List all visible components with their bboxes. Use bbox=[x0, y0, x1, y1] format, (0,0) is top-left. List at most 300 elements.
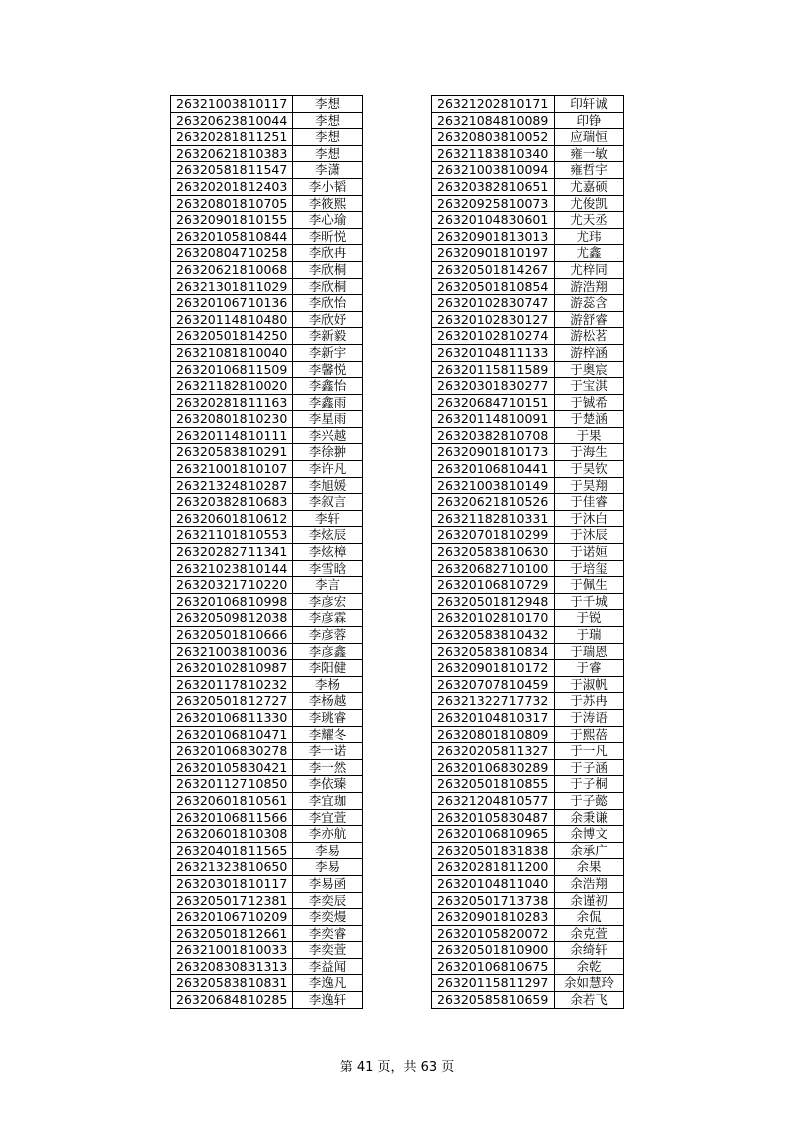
table-row bbox=[432, 975, 624, 992]
student-name-cell: 李想 bbox=[293, 129, 363, 146]
student-name-cell: 于培玺 bbox=[555, 560, 624, 577]
table-row bbox=[171, 145, 363, 162]
table-row bbox=[171, 610, 363, 627]
student-name-cell: 李逸凡 bbox=[293, 975, 363, 992]
student-name-cell: 李叙言 bbox=[293, 494, 363, 511]
table-row bbox=[432, 809, 624, 826]
student-id-cell: 26320301830277 bbox=[432, 378, 555, 395]
student-id-cell: 26320281811251 bbox=[171, 129, 293, 146]
student-name-cell: 李易 bbox=[293, 859, 363, 876]
table-row bbox=[171, 361, 363, 378]
student-id-cell: 26320801810230 bbox=[171, 411, 293, 428]
student-name-cell: 于子桐 bbox=[555, 776, 624, 793]
table-row bbox=[171, 510, 363, 527]
student-id-cell: 26320804710258 bbox=[171, 245, 293, 262]
student-id-cell: 26320102810987 bbox=[171, 660, 293, 677]
student-name-cell: 于铖希 bbox=[555, 394, 624, 411]
table-row bbox=[432, 560, 624, 577]
table-row bbox=[432, 228, 624, 245]
student-name-cell: 余承广 bbox=[555, 842, 624, 859]
student-id-cell: 26321322717732 bbox=[432, 693, 555, 710]
student-id-cell: 26320621810383 bbox=[171, 145, 293, 162]
student-id-cell: 26320321710220 bbox=[171, 577, 293, 594]
table-row bbox=[432, 378, 624, 395]
student-name-cell: 于沐白 bbox=[555, 510, 624, 527]
student-name-cell: 印轩诚 bbox=[555, 96, 624, 113]
student-name-cell: 于沐辰 bbox=[555, 527, 624, 544]
table-row bbox=[171, 527, 363, 544]
student-name-cell: 于千城 bbox=[555, 593, 624, 610]
table-row bbox=[432, 826, 624, 843]
student-id-cell: 26320583810291 bbox=[171, 444, 293, 461]
table-row bbox=[432, 278, 624, 295]
student-name-cell: 于熙蓓 bbox=[555, 726, 624, 743]
student-name-cell: 李雪晗 bbox=[293, 560, 363, 577]
table-row bbox=[432, 527, 624, 544]
student-name-cell: 于子懿 bbox=[555, 792, 624, 809]
student-name-cell: 李一诺 bbox=[293, 743, 363, 760]
student-name-cell: 李一然 bbox=[293, 759, 363, 776]
student-id-cell: 26320501810855 bbox=[432, 776, 555, 793]
student-name-cell: 游浩翔 bbox=[555, 278, 624, 295]
student-id-cell: 26320106810965 bbox=[432, 826, 555, 843]
table-row bbox=[171, 411, 363, 428]
student-name-cell: 李欣妤 bbox=[293, 311, 363, 328]
table-row bbox=[432, 145, 624, 162]
table-row bbox=[171, 892, 363, 909]
student-name-cell: 于涛语 bbox=[555, 709, 624, 726]
table-row bbox=[171, 942, 363, 959]
table-row bbox=[171, 693, 363, 710]
student-id-cell: 26320501712381 bbox=[171, 892, 293, 909]
table-row bbox=[432, 311, 624, 328]
student-id-cell: 26320501814250 bbox=[171, 328, 293, 345]
student-name-cell: 李奕熳 bbox=[293, 909, 363, 926]
student-id-cell: 26320682710100 bbox=[432, 560, 555, 577]
roster-table-right bbox=[431, 95, 624, 1009]
student-id-cell: 26320106710209 bbox=[171, 909, 293, 926]
student-id-cell: 26320583810630 bbox=[432, 544, 555, 561]
student-id-cell: 26320104830601 bbox=[432, 212, 555, 229]
table-row bbox=[171, 660, 363, 677]
student-id-cell: 26320106810998 bbox=[171, 593, 293, 610]
student-name-cell: 于瑞恩 bbox=[555, 643, 624, 660]
student-id-cell: 26320925810073 bbox=[432, 195, 555, 212]
student-name-cell: 李小韬 bbox=[293, 178, 363, 195]
student-name-cell: 余果 bbox=[555, 859, 624, 876]
student-name-cell: 尤嘉硕 bbox=[555, 178, 624, 195]
student-id-cell: 26320106830278 bbox=[171, 743, 293, 760]
student-name-cell: 余如慧玲 bbox=[555, 975, 624, 992]
table-row bbox=[171, 992, 363, 1009]
table-row bbox=[171, 129, 363, 146]
student-name-cell: 李易 bbox=[293, 842, 363, 859]
table-row bbox=[432, 859, 624, 876]
student-id-cell: 26321084810089 bbox=[432, 112, 555, 129]
table-row bbox=[432, 693, 624, 710]
table-row bbox=[432, 958, 624, 975]
table-row bbox=[171, 627, 363, 644]
table-row bbox=[432, 792, 624, 809]
table-row bbox=[171, 544, 363, 561]
student-id-cell: 26320115811297 bbox=[432, 975, 555, 992]
table-row bbox=[432, 129, 624, 146]
table-row bbox=[432, 577, 624, 594]
student-id-cell: 26321001810033 bbox=[171, 942, 293, 959]
student-id-cell: 26320104810317 bbox=[432, 709, 555, 726]
student-name-cell: 李欣冉 bbox=[293, 245, 363, 262]
student-id-cell: 26320901813013 bbox=[432, 228, 555, 245]
roster-table-left bbox=[170, 95, 363, 1009]
table-row bbox=[171, 96, 363, 113]
student-name-cell: 李阳健 bbox=[293, 660, 363, 677]
student-id-cell: 26320102830747 bbox=[432, 295, 555, 312]
student-id-cell: 26320901810173 bbox=[432, 444, 555, 461]
student-id-cell: 26320282711341 bbox=[171, 544, 293, 561]
student-name-cell: 游梓涵 bbox=[555, 344, 624, 361]
student-name-cell: 于楚涵 bbox=[555, 411, 624, 428]
student-name-cell: 于睿 bbox=[555, 660, 624, 677]
table-row bbox=[432, 96, 624, 113]
table-row bbox=[432, 925, 624, 942]
student-id-cell: 26320509812038 bbox=[171, 610, 293, 627]
student-name-cell: 余绮轩 bbox=[555, 942, 624, 959]
student-id-cell: 26320114810111 bbox=[171, 427, 293, 444]
student-name-cell: 李奕萱 bbox=[293, 942, 363, 959]
table-row bbox=[171, 394, 363, 411]
student-id-cell: 26320105810844 bbox=[171, 228, 293, 245]
student-id-cell: 26320601810612 bbox=[171, 510, 293, 527]
student-name-cell: 余若飞 bbox=[555, 992, 624, 1009]
student-id-cell: 26320501814267 bbox=[432, 261, 555, 278]
table-row bbox=[432, 892, 624, 909]
student-id-cell: 26321204810577 bbox=[432, 792, 555, 809]
table-row bbox=[432, 660, 624, 677]
student-name-cell: 李鑫怡 bbox=[293, 378, 363, 395]
table-row bbox=[432, 477, 624, 494]
table-row bbox=[432, 212, 624, 229]
student-name-cell: 李炫樟 bbox=[293, 544, 363, 561]
student-name-cell: 李欣桐 bbox=[293, 278, 363, 295]
student-name-cell: 于瑞 bbox=[555, 627, 624, 644]
student-name-cell: 李兴越 bbox=[293, 427, 363, 444]
student-id-cell: 26320281811200 bbox=[432, 859, 555, 876]
roster-body-left bbox=[171, 96, 363, 1009]
student-name-cell: 于昊钦 bbox=[555, 461, 624, 478]
table-row bbox=[432, 544, 624, 561]
student-name-cell: 李欣怡 bbox=[293, 295, 363, 312]
student-id-cell: 26320105830487 bbox=[432, 809, 555, 826]
table-row bbox=[171, 809, 363, 826]
student-id-cell: 26321183810340 bbox=[432, 145, 555, 162]
student-name-cell: 李新毅 bbox=[293, 328, 363, 345]
student-id-cell: 26320501812727 bbox=[171, 693, 293, 710]
table-row bbox=[432, 427, 624, 444]
student-id-cell: 26320115811589 bbox=[432, 361, 555, 378]
student-id-cell: 26320501812948 bbox=[432, 593, 555, 610]
student-name-cell: 李想 bbox=[293, 112, 363, 129]
student-name-cell: 余秉谦 bbox=[555, 809, 624, 826]
student-name-cell: 李珧睿 bbox=[293, 709, 363, 726]
table-row bbox=[432, 411, 624, 428]
table-row bbox=[171, 826, 363, 843]
table-row bbox=[432, 643, 624, 660]
table-row bbox=[432, 344, 624, 361]
student-name-cell: 李依臻 bbox=[293, 776, 363, 793]
student-name-cell: 李奕辰 bbox=[293, 892, 363, 909]
student-name-cell: 于昊翔 bbox=[555, 477, 624, 494]
student-id-cell: 26320205811327 bbox=[432, 743, 555, 760]
table-row bbox=[171, 295, 363, 312]
student-id-cell: 26320501810900 bbox=[432, 942, 555, 959]
student-name-cell: 李星雨 bbox=[293, 411, 363, 428]
student-name-cell: 于苏冉 bbox=[555, 693, 624, 710]
student-name-cell: 于奥宸 bbox=[555, 361, 624, 378]
table-row bbox=[171, 261, 363, 278]
student-name-cell: 于诺姮 bbox=[555, 544, 624, 561]
student-name-cell: 余浩翔 bbox=[555, 875, 624, 892]
student-name-cell: 李亦航 bbox=[293, 826, 363, 843]
student-id-cell: 26320901810197 bbox=[432, 245, 555, 262]
table-row bbox=[171, 178, 363, 195]
student-id-cell: 26320112710850 bbox=[171, 776, 293, 793]
student-id-cell: 26320301810117 bbox=[171, 875, 293, 892]
table-row bbox=[171, 228, 363, 245]
student-id-cell: 26320803810052 bbox=[432, 129, 555, 146]
table-row bbox=[432, 909, 624, 926]
table-row bbox=[171, 709, 363, 726]
table-row bbox=[432, 726, 624, 743]
table-row bbox=[171, 593, 363, 610]
student-name-cell: 李徐翀 bbox=[293, 444, 363, 461]
table-row bbox=[432, 494, 624, 511]
student-id-cell: 26320106810471 bbox=[171, 726, 293, 743]
table-row bbox=[432, 875, 624, 892]
student-id-cell: 26320382810708 bbox=[432, 427, 555, 444]
table-row bbox=[171, 328, 363, 345]
student-name-cell: 余克萱 bbox=[555, 925, 624, 942]
roster-body-right bbox=[432, 96, 624, 1009]
student-id-cell: 26321003810149 bbox=[432, 477, 555, 494]
table-row bbox=[432, 776, 624, 793]
student-name-cell: 于果 bbox=[555, 427, 624, 444]
student-id-cell: 26320104811040 bbox=[432, 875, 555, 892]
student-id-cell: 26320106810729 bbox=[432, 577, 555, 594]
student-name-cell: 李彦蓉 bbox=[293, 627, 363, 644]
student-name-cell: 应瑞恒 bbox=[555, 129, 624, 146]
student-id-cell: 26321001810107 bbox=[171, 461, 293, 478]
student-id-cell: 26321081810040 bbox=[171, 344, 293, 361]
table-row bbox=[171, 444, 363, 461]
student-id-cell: 26320707810459 bbox=[432, 676, 555, 693]
table-row bbox=[432, 743, 624, 760]
student-id-cell: 26320106810441 bbox=[432, 461, 555, 478]
student-name-cell: 于锐 bbox=[555, 610, 624, 627]
student-name-cell: 余博文 bbox=[555, 826, 624, 843]
student-name-cell: 尤鑫 bbox=[555, 245, 624, 262]
student-name-cell: 李耀冬 bbox=[293, 726, 363, 743]
student-id-cell: 26320621810526 bbox=[432, 494, 555, 511]
student-name-cell: 李想 bbox=[293, 145, 363, 162]
table-row bbox=[432, 461, 624, 478]
student-id-cell: 26320701810299 bbox=[432, 527, 555, 544]
table-row bbox=[432, 842, 624, 859]
student-name-cell: 李旭媛 bbox=[293, 477, 363, 494]
student-id-cell: 26320501810666 bbox=[171, 627, 293, 644]
student-name-cell: 于子涵 bbox=[555, 759, 624, 776]
student-id-cell: 26320583810834 bbox=[432, 643, 555, 660]
student-name-cell: 李彦霖 bbox=[293, 610, 363, 627]
table-row bbox=[432, 627, 624, 644]
student-id-cell: 26320401811565 bbox=[171, 842, 293, 859]
table-row bbox=[171, 577, 363, 594]
student-name-cell: 李宜萱 bbox=[293, 809, 363, 826]
student-name-cell: 李杨 bbox=[293, 676, 363, 693]
student-name-cell: 余谨初 bbox=[555, 892, 624, 909]
student-name-cell: 李言 bbox=[293, 577, 363, 594]
table-row bbox=[171, 195, 363, 212]
table-row bbox=[432, 593, 624, 610]
student-id-cell: 26320583810831 bbox=[171, 975, 293, 992]
table-row bbox=[432, 942, 624, 959]
student-name-cell: 游松茗 bbox=[555, 328, 624, 345]
student-id-cell: 26320501713738 bbox=[432, 892, 555, 909]
student-id-cell: 26320382810683 bbox=[171, 494, 293, 511]
student-name-cell: 李奕睿 bbox=[293, 925, 363, 942]
student-name-cell: 尤玮 bbox=[555, 228, 624, 245]
table-row bbox=[171, 776, 363, 793]
table-row bbox=[171, 643, 363, 660]
student-id-cell: 26320382810651 bbox=[432, 178, 555, 195]
table-row bbox=[432, 162, 624, 179]
student-name-cell: 李昕悦 bbox=[293, 228, 363, 245]
table-row bbox=[171, 726, 363, 743]
table-row bbox=[171, 494, 363, 511]
student-id-cell: 26320106830289 bbox=[432, 759, 555, 776]
student-name-cell: 雍一敏 bbox=[555, 145, 624, 162]
student-id-cell: 26321324810287 bbox=[171, 477, 293, 494]
student-name-cell: 于宝淇 bbox=[555, 378, 624, 395]
table-row bbox=[432, 178, 624, 195]
student-name-cell: 于淑帆 bbox=[555, 676, 624, 693]
student-name-cell: 李益闻 bbox=[293, 958, 363, 975]
student-name-cell: 李宜珈 bbox=[293, 792, 363, 809]
student-id-cell: 26321023810144 bbox=[171, 560, 293, 577]
table-row bbox=[171, 958, 363, 975]
table-row bbox=[171, 975, 363, 992]
student-id-cell: 26320830831313 bbox=[171, 958, 293, 975]
student-name-cell: 李轩 bbox=[293, 510, 363, 527]
student-id-cell: 26320106811330 bbox=[171, 709, 293, 726]
student-id-cell: 26320106710136 bbox=[171, 295, 293, 312]
student-name-cell: 李逸轩 bbox=[293, 992, 363, 1009]
student-id-cell: 26321101810553 bbox=[171, 527, 293, 544]
table-row bbox=[171, 909, 363, 926]
table-row bbox=[171, 112, 363, 129]
table-row bbox=[171, 311, 363, 328]
table-row bbox=[171, 212, 363, 229]
student-id-cell: 26321182810020 bbox=[171, 378, 293, 395]
student-id-cell: 26320901810283 bbox=[432, 909, 555, 926]
table-row bbox=[171, 792, 363, 809]
table-row bbox=[171, 162, 363, 179]
student-id-cell: 26320901810172 bbox=[432, 660, 555, 677]
student-id-cell: 26320621810068 bbox=[171, 261, 293, 278]
table-row bbox=[171, 245, 363, 262]
student-id-cell: 26320585810659 bbox=[432, 992, 555, 1009]
student-id-cell: 26320106811566 bbox=[171, 809, 293, 826]
table-row bbox=[432, 261, 624, 278]
table-row bbox=[171, 859, 363, 876]
student-id-cell: 26320104811133 bbox=[432, 344, 555, 361]
student-id-cell: 26320583810432 bbox=[432, 627, 555, 644]
table-row bbox=[171, 461, 363, 478]
student-id-cell: 26320581811547 bbox=[171, 162, 293, 179]
student-id-cell: 26321301811029 bbox=[171, 278, 293, 295]
page-footer: 第 41 页，共 63 页 bbox=[339, 1060, 455, 1075]
student-id-cell: 26320102810274 bbox=[432, 328, 555, 345]
student-name-cell: 于佩生 bbox=[555, 577, 624, 594]
student-id-cell: 26320601810561 bbox=[171, 792, 293, 809]
student-id-cell: 26320684810285 bbox=[171, 992, 293, 1009]
student-id-cell: 26320106810675 bbox=[432, 958, 555, 975]
student-name-cell: 印铮 bbox=[555, 112, 624, 129]
student-id-cell: 26321003810117 bbox=[171, 96, 293, 113]
student-id-cell: 26320281811163 bbox=[171, 394, 293, 411]
table-row bbox=[432, 759, 624, 776]
student-id-cell: 26320114810480 bbox=[171, 311, 293, 328]
student-id-cell: 26320201812403 bbox=[171, 178, 293, 195]
student-name-cell: 李彦鑫 bbox=[293, 643, 363, 660]
student-id-cell: 26320623810044 bbox=[171, 112, 293, 129]
student-id-cell: 26320801810809 bbox=[432, 726, 555, 743]
student-name-cell: 于佳睿 bbox=[555, 494, 624, 511]
student-name-cell: 于一凡 bbox=[555, 743, 624, 760]
table-row bbox=[171, 676, 363, 693]
student-name-cell: 游舒睿 bbox=[555, 311, 624, 328]
student-name-cell: 李炫辰 bbox=[293, 527, 363, 544]
table-row bbox=[171, 759, 363, 776]
student-name-cell: 李许凡 bbox=[293, 461, 363, 478]
student-id-cell: 26320501810854 bbox=[432, 278, 555, 295]
table-row bbox=[432, 361, 624, 378]
student-id-cell: 26320105830421 bbox=[171, 759, 293, 776]
student-id-cell: 26320901810155 bbox=[171, 212, 293, 229]
table-row bbox=[171, 875, 363, 892]
student-name-cell: 李心瑜 bbox=[293, 212, 363, 229]
student-name-cell: 雍哲宇 bbox=[555, 162, 624, 179]
table-row bbox=[432, 709, 624, 726]
student-name-cell: 李新宇 bbox=[293, 344, 363, 361]
student-name-cell: 李彦宏 bbox=[293, 593, 363, 610]
table-row bbox=[432, 676, 624, 693]
student-name-cell: 李馨悦 bbox=[293, 361, 363, 378]
table-row bbox=[171, 477, 363, 494]
student-id-cell: 26321182810331 bbox=[432, 510, 555, 527]
table-row bbox=[171, 560, 363, 577]
table-row bbox=[171, 344, 363, 361]
student-name-cell: 李杨越 bbox=[293, 693, 363, 710]
table-row bbox=[432, 328, 624, 345]
student-name-cell: 李筱熙 bbox=[293, 195, 363, 212]
student-name-cell: 于海生 bbox=[555, 444, 624, 461]
student-name-cell: 李易函 bbox=[293, 875, 363, 892]
student-id-cell: 26320105820072 bbox=[432, 925, 555, 942]
table-row bbox=[171, 278, 363, 295]
table-row bbox=[171, 743, 363, 760]
student-name-cell: 李潇 bbox=[293, 162, 363, 179]
table-row bbox=[171, 842, 363, 859]
